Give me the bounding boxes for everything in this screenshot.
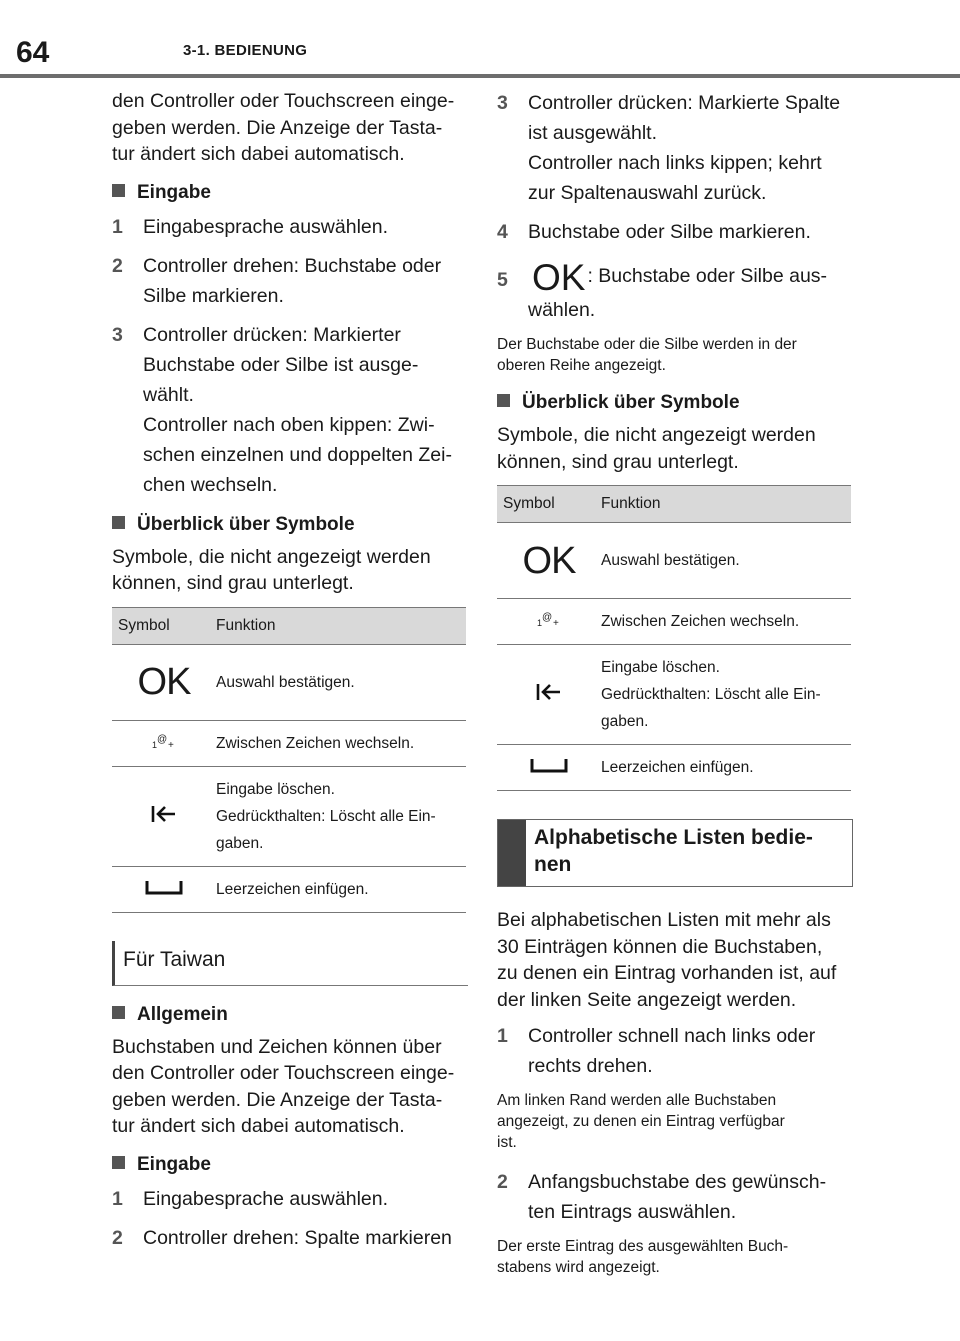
- step: [112, 320, 468, 500]
- subheading-overview: [497, 390, 853, 416]
- square-bullet-icon: [497, 394, 510, 407]
- symbol-table: [497, 485, 851, 791]
- space-icon: [112, 866, 216, 912]
- table-header-cell: Symbol: [497, 486, 601, 523]
- step: 1 Controller schnell nach links oder rechts drehen.: [497, 1021, 853, 1081]
- intro-paragraph: [112, 88, 468, 168]
- space-icon: [497, 745, 601, 791]
- square-bullet-icon: [112, 1156, 125, 1169]
- table-row: [497, 599, 851, 645]
- subheading-text: Überblick über Symbole: [137, 513, 355, 535]
- svg-text:1: 1: [537, 618, 543, 628]
- table-row: [497, 645, 851, 745]
- step-number: 1: [112, 1187, 123, 1210]
- intro-line: geben werden. Die Anzeige der Tasta-: [112, 116, 443, 139]
- svg-text:+: +: [553, 618, 559, 628]
- step-text: Buchstabe oder Silbe ist ausge-: [143, 353, 419, 376]
- step-text: Eingabesprache auswählen.: [143, 1187, 389, 1210]
- overview-line: Symbole, die nicht angezeigt werden: [112, 545, 431, 568]
- step-text: Controller nach oben kippen: Zwi-: [143, 413, 435, 436]
- subheading-eingabe: [112, 180, 468, 206]
- ok-icon: OK: [532, 257, 586, 298]
- switch-chars-icon: [112, 720, 216, 766]
- subheading-eingabe-2: [112, 1152, 468, 1178]
- table-cell: Auswahl bestätigen.: [601, 523, 851, 599]
- header-rule: [0, 74, 960, 78]
- section-box-heading: [497, 819, 853, 887]
- table-header-cell: Funktion: [601, 486, 851, 523]
- step-number: 5: [497, 269, 508, 291]
- step: 2 Anfangsbuchstabe des gewünsch- ten Eintrags auswählen.: [497, 1167, 853, 1227]
- table-cell: Zwischen Zeichen wechseln.: [601, 599, 851, 645]
- subheading-text: Eingabe: [137, 1153, 211, 1175]
- step-text: schen einzelnen und doppelten Zei-: [143, 443, 452, 466]
- subheading-allgemein: [112, 1002, 468, 1028]
- section-title: 3-1. BEDIENUNG: [183, 42, 308, 59]
- step: [112, 1184, 468, 1214]
- table-header-row: [497, 486, 851, 523]
- note: Der Buchstabe oder die Silbe werden in der oberen Reihe angezeigt.: [497, 336, 797, 374]
- symbol-table: [112, 607, 466, 913]
- allgemein-paragraph: Buchstaben und Zeichen können über den Controller oder Touchscreen einge- geben werden. Die Anzeige der Tasta- tur ändert sich dabei automatisch.: [112, 1035, 455, 1137]
- overview-paragraph: Symbole, die nicht angezeigt werden können, sind grau unterlegt.: [497, 424, 816, 473]
- table-cell: Eingabe löschen. Gedrückthalten: Löscht alle Ein- gaben.: [601, 645, 851, 745]
- note: Der erste Eintrag des ausgewählten Buch- stabens wird angezeigt.: [497, 1238, 789, 1276]
- table-cell: Zwischen Zeichen wechseln.: [216, 720, 466, 766]
- table-row: [112, 766, 466, 866]
- heading-bar: [498, 820, 526, 886]
- step-text: wählt.: [143, 383, 194, 406]
- table-row: [112, 644, 466, 720]
- step-text: Controller drehen: Spalte markieren: [143, 1226, 452, 1249]
- ok-icon: OK: [112, 644, 216, 720]
- alpha-paragraph: Bei alphabetischen Listen mit mehr als 30 Einträgen können die Buchstaben, zu denen ein Eintrag vorhanden ist, auf der linken Seite angezeigt werden.: [497, 909, 837, 1011]
- subheading-text: Überblick über Symbole: [522, 392, 740, 413]
- step-number: 4: [497, 221, 508, 243]
- step: 4 Buchstabe oder Silbe markieren.: [497, 217, 853, 247]
- step-text: Silbe markieren.: [143, 284, 284, 307]
- step: [112, 212, 468, 242]
- table-cell: Leerzeichen einfügen.: [216, 866, 466, 912]
- svg-text:1: 1: [152, 739, 158, 750]
- step-text: chen wechseln.: [143, 473, 278, 496]
- taiwan-heading: Für Taiwan: [112, 941, 468, 986]
- subheading-text: Allgemein: [137, 1003, 228, 1025]
- table-row: [112, 866, 466, 912]
- step-number: 2: [112, 254, 123, 277]
- svg-text:@: @: [542, 612, 553, 623]
- table-row: [112, 720, 466, 766]
- step-number: 2: [112, 1226, 123, 1249]
- step-number: 3: [497, 92, 508, 114]
- step-number: 2: [497, 1171, 508, 1193]
- intro-line: den Controller oder Touchscreen einge-: [112, 90, 455, 112]
- left-column: [112, 88, 468, 1262]
- table-row: [497, 745, 851, 791]
- svg-text:@: @: [157, 733, 168, 745]
- step-text: Controller drücken: Markierter: [143, 323, 401, 346]
- table-header-cell: Symbol: [112, 607, 216, 644]
- step-text: Controller drehen: Buchstabe oder: [143, 254, 442, 277]
- svg-text:+: +: [168, 739, 174, 750]
- delete-icon: [112, 766, 216, 866]
- table-cell: Eingabe löschen. Gedrückthalten: Löscht alle Ein- gaben.: [216, 766, 466, 866]
- right-column: [497, 88, 853, 1292]
- table-header-row: [112, 607, 466, 644]
- step-number: 1: [497, 1025, 508, 1047]
- overview-paragraph: [112, 544, 468, 597]
- step: [112, 251, 468, 311]
- table-header-cell: Funktion: [216, 607, 466, 644]
- page-number: 64: [16, 36, 50, 69]
- subheading-text: Eingabe: [137, 181, 211, 203]
- step-number: 1: [112, 215, 123, 238]
- table-cell: Auswahl bestätigen.: [216, 644, 466, 720]
- step: 3 Controller drücken: Markierte Spalte ist ausgewählt. Controller nach links kippen; kehrt zur Spaltenauswahl zurück.: [497, 88, 853, 208]
- step-number: 3: [112, 323, 123, 346]
- delete-icon: [497, 645, 601, 745]
- square-bullet-icon: [112, 184, 125, 197]
- square-bullet-icon: [112, 1006, 125, 1019]
- intro-line: tur ändert sich dabei automatisch.: [112, 143, 405, 165]
- square-bullet-icon: [112, 516, 125, 529]
- switch-chars-icon: [497, 599, 601, 645]
- step: [112, 1223, 468, 1253]
- table-cell: Leerzeichen einfügen.: [601, 745, 851, 791]
- step: 5 OK : Buchstabe oder Silbe aus- wählen.: [497, 257, 828, 321]
- ok-icon: OK: [497, 523, 601, 599]
- box-heading-text: Alphabetische Listen bedie- nen: [534, 826, 813, 876]
- table-row: [497, 523, 851, 599]
- overview-line: können, sind grau unterlegt.: [112, 572, 354, 594]
- subheading-overview: [112, 512, 468, 538]
- note: Am linken Rand werden alle Buchstaben angezeigt, zu denen ein Eintrag verfügbar ist.: [497, 1092, 785, 1151]
- step-text: Eingabesprache auswählen.: [143, 215, 389, 238]
